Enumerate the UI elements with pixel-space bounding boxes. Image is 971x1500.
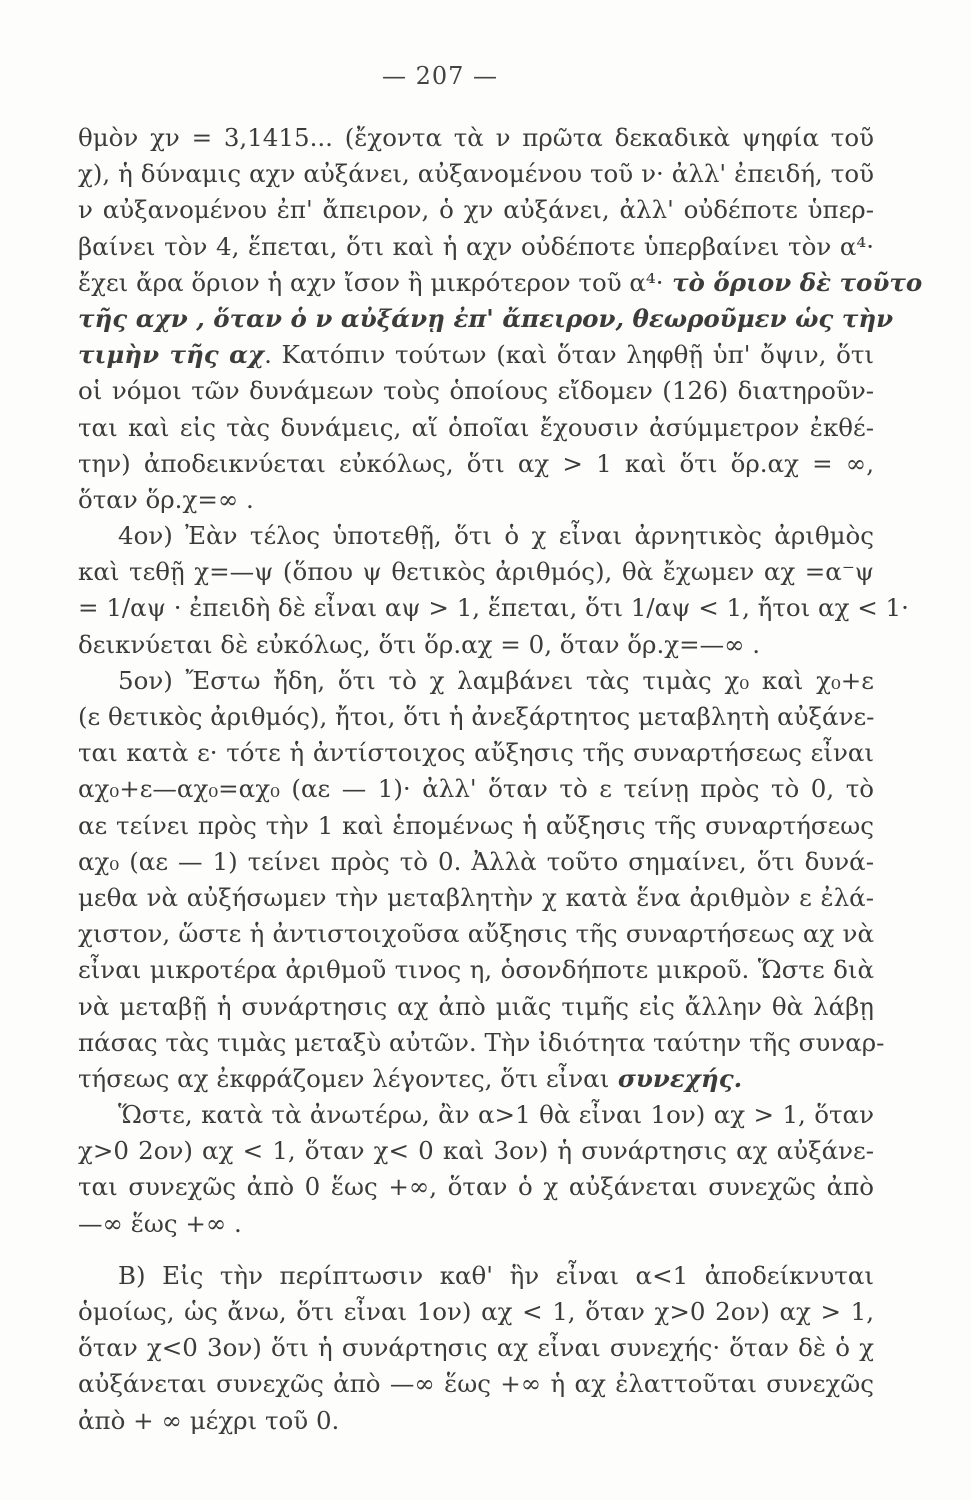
text-line [78, 554, 874, 590]
text-line [78, 1258, 874, 1294]
line-text: νὰ μεταβῇ ἡ συνάρτησις αχ ἀπὸ μιᾶς τιμῆς εἰς ἄλλην θὰ λάβῃ [78, 991, 874, 1021]
text-line [78, 590, 909, 626]
text-line [78, 229, 874, 265]
text-line [78, 1097, 874, 1133]
line-text: χ), ἡ δύναμις αχν αὐξάνει, αὐξανομένου τοῦ ν· ἀλλ' ἐπειδή, τοῦ [78, 159, 874, 189]
line-text: Β) Εἰς τὴν περίπτωσιν καθ' ἣν εἶναι α<1 ἀποδείκνυται [118, 1260, 874, 1290]
line-text: Ὥστε, κατὰ τὰ ἀνωτέρω, ἂν α>1 θὰ εἶναι 1ον) αχ > 1, ὅταν [118, 1100, 874, 1130]
line-text: . Κατόπιν τούτων (καὶ ὅταν ληφθῇ ὑπ' ὄψιν, ὅτι [264, 340, 874, 370]
line-text: ἔχει ἄρα ὅριον ἡ αχν ἴσον ἢ μικρότερον τοῦ α⁴· [78, 267, 664, 297]
text-line [78, 1366, 874, 1402]
line-text: εἶναι μικροτέρα ἀριθμοῦ τινος η, ὁσονδήποτε μικροῦ. Ὥστε διὰ [78, 955, 874, 985]
text-line [78, 663, 874, 699]
line-text: οἱ νόμοι τῶν δυνάμεων τοὺς ὁποίους εἴδομεν (126) διατηροῦν- [78, 376, 874, 406]
line-text: ἀπὸ + ∞ μέχρι τοῦ 0. [78, 1405, 340, 1435]
line-text: ται κατὰ ε· τότε ἡ ἀντίστοιχος αὔξησις τῆς συναρτήσεως εἶναι [78, 738, 874, 768]
line-text: πάσας τὰς τιμὰς μεταξὺ αὐτῶν. Τὴν ἰδιότητα ταύτην τῆς συναρ- [78, 1027, 885, 1057]
text-line [78, 880, 874, 916]
emphasized-text: συνεχής. [609, 1063, 743, 1093]
text-line [78, 1330, 874, 1366]
text-line [78, 1403, 874, 1439]
page-text-block [78, 120, 923, 1439]
text-line [78, 120, 874, 156]
text-line [78, 916, 874, 952]
line-text: ὅταν ὅρ.χ=∞ . [78, 484, 254, 514]
text-line [78, 337, 874, 373]
text-line [78, 1025, 885, 1061]
text-line [78, 627, 874, 663]
line-text: αχ₀ (αε — 1) τείνει πρὸς τὸ 0. Ἀλλὰ τοῦτο σημαίνει, ὅτι δυνά- [78, 846, 874, 876]
text-line [78, 1169, 874, 1205]
line-text: (ε θετικὸς ἀριθμός), ἤτοι, ὅτι ἡ ἀνεξάρτητος μεταβλητὴ αὐξάνε- [78, 702, 875, 731]
line-text: 4ον) Ἐὰν τέλος ὑποτεθῇ, ὅτι ὁ χ εἶναι ἀρνητικὸς ἀριθμὸς [118, 521, 874, 551]
line-text: αὐξάνεται συνεχῶς ἀπὸ —∞ ἕως +∞ ἡ αχ ἐλαττοῦται συνεχῶς [78, 1369, 874, 1399]
line-text: —∞ ἕως +∞ . [78, 1208, 242, 1238]
text-line [78, 699, 874, 735]
line-text: αε τείνει πρὸς τὴν 1 καὶ ἑπομένως ἡ αὔξησις τῆς συναρτήσεως [78, 810, 874, 840]
text-line [78, 446, 874, 482]
line-text: καὶ τεθῇ χ=—ψ (ὅπου ψ θετικὸς ἀριθμός), θὰ ἔχωμεν αχ =α⁻ψ [78, 557, 874, 587]
line-text: = 1/αψ · ἐπειδὴ δὲ εἶναι αψ > 1, ἕπεται, ὅτι 1/αψ < 1, ἤτοι αχ < 1· [78, 593, 909, 623]
line-text: χιστον, ὥστε ἡ ἀντιστοιχοῦσα αὔξησις τῆς συναρτήσεως αχ νὰ [78, 919, 874, 949]
line-text: ν αὐξανομένου ἐπ' ἄπειρον, ὁ χν αὐξάνει, ἀλλ' οὐδέποτε ὑπερ- [78, 195, 874, 225]
line-text: δεικνύεται δὲ εὐκόλως, ὅτι ὅρ.αχ = 0, ὅταν ὅρ.χ=—∞ . [78, 629, 761, 659]
text-line [78, 771, 874, 807]
line-text: ὅταν χ<0 3ον) ὅτι ἡ συνάρτησις αχ εἶναι συνεχής· ὅταν δὲ ὁ χ [78, 1333, 874, 1363]
line-text: 5ον) Ἔστω ἤδη, ὅτι τὸ χ λαμβάνει τὰς τιμὰς χ₀ καὶ χ₀+ε [118, 665, 874, 695]
text-line [78, 265, 923, 301]
page-number: — 207 — [381, 62, 499, 90]
line-text: τήσεως αχ ἐκφράζομεν λέγοντες, ὅτι εἶναι [78, 1063, 610, 1093]
line-text: ὁμοίως, ὡς ἄνω, ὅτι εἶναι 1ον) αχ < 1, ὅταν χ>0 2ον) αχ > 1, [78, 1297, 874, 1326]
line-text: χ>0 2ον) αχ < 1, ὅταν χ< 0 καὶ 3ον) ἡ συνάρτησις αχ αὐξάνε- [78, 1136, 874, 1166]
text-line [78, 518, 874, 554]
text-line [78, 952, 874, 988]
emphasized-text: τῆς αχν , ὅταν ὁ ν αὐξάνῃ ἐπ' ἄπειρον, θεωροῦμεν ὡς τὴν [78, 303, 894, 333]
text-line [78, 1061, 874, 1097]
line-text: αχ₀+ε—αχ₀=αχ₀ (αε — 1)· ἀλλ' ὅταν τὸ ε τείνῃ πρὸς τὸ 0, τὸ [78, 774, 874, 804]
text-line [78, 1294, 874, 1330]
text-line [78, 410, 874, 446]
text-line [78, 735, 874, 771]
line-text: την) ἀποδεικνύεται εὐκόλως, ὅτι αχ > 1 καὶ ὅτι ὅρ.αχ = ∞, [78, 448, 874, 478]
line-text: μεθα νὰ αὐξήσωμεν τὴν μεταβλητὴν χ κατὰ ἕνα ἀριθμὸν ε ἐλά- [78, 882, 874, 912]
text-line [78, 192, 874, 228]
line-text: ται καὶ εἰς τὰς δυνάμεις, αἵ ὁποῖαι ἔχουσιν ἀσύμμετρον ἐκθέ- [78, 412, 874, 442]
line-text: ται συνεχῶς ἀπὸ 0 ἕως +∞, ὅταν ὁ χ αὐξάνεται συνεχῶς ἀπὸ [78, 1172, 874, 1202]
line-text: βαίνει τὸν 4, ἕπεται, ὅτι καὶ ἡ αχν οὐδέποτε ὑπερβαίνει τὸν α⁴· [78, 231, 874, 261]
text-line [78, 1206, 874, 1242]
text-line [78, 844, 874, 880]
text-line [78, 301, 894, 337]
text-line [78, 808, 874, 844]
text-line [78, 1133, 874, 1169]
text-line [78, 989, 874, 1025]
emphasized-text: τὸ ὅριον δὲ τοῦτο [663, 267, 923, 297]
text-line [78, 156, 874, 192]
text-line [78, 373, 874, 409]
line-text: θμὸν χν = 3,1415... (ἔχοντα τὰ ν πρῶτα δεκαδικὰ ψηφία τοῦ [78, 123, 874, 152]
text-line [78, 482, 874, 518]
emphasized-text: τιμὴν τῆς αχ [78, 340, 265, 370]
